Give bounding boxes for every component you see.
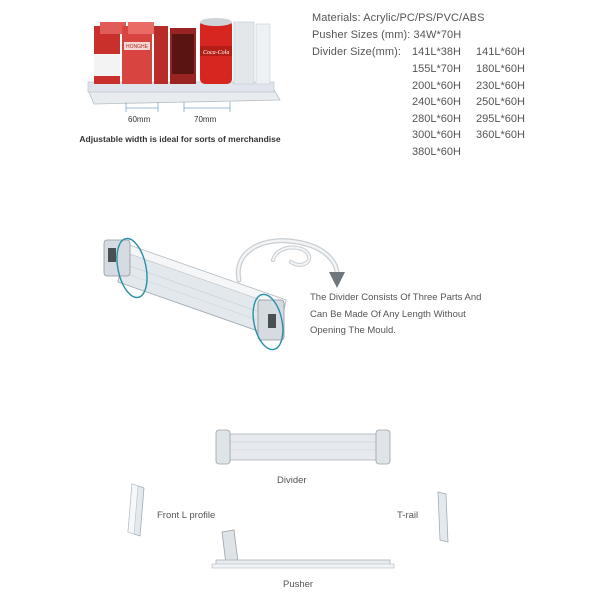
divider-size: 300L*60H [412,129,461,141]
part-label-t-rail: T-rail [397,510,419,521]
coke-cans [200,18,270,84]
divider-size: 295L*60H [476,113,525,125]
can-label: Coca-Cola [203,50,230,56]
product-photo [84,12,284,112]
divider-size: 155L*70H [412,63,461,75]
right-end-cap [258,300,284,340]
cigarette-packs [94,22,196,84]
pusher-part-illustration [208,528,398,574]
materials-text: Materials: Acrylic/PC/PS/PVC/ABS [312,12,485,24]
divider-size: 230L*60H [476,80,525,92]
t-rail-illustration [428,490,458,544]
divider-size-label: Divider Size(mm): [312,46,402,58]
photo-caption: Adjustable width is ideal for sorts of merchandise [79,134,281,144]
divider-size: 180L*60H [476,63,525,75]
brand-label: HONGHE [126,44,148,50]
divider-part-illustration [210,424,395,468]
dimension-60mm: 60mm [128,115,151,124]
part-label-pusher: Pusher [283,579,314,590]
divider-size: 360L*60H [476,129,525,141]
part-label-front-l-profile: Front L profile [157,510,216,521]
divider-size: 200L*60H [412,80,461,92]
divider-size: 280L*60H [412,113,461,125]
divider-note-line3: Opening The Mould. [310,325,396,336]
divider-note-line2: Can Be Made Of Any Length Without [310,309,466,320]
divider-note-line1: The Divider Consists Of Three Parts And [310,292,482,303]
dimension-70mm: 70mm [194,115,217,124]
divider-size: 141L*38H [412,46,461,58]
part-label-divider: Divider [277,475,307,486]
front-l-profile-illustration [118,482,156,540]
divider-size: 240L*60H [412,96,461,108]
divider-size: 380L*60H [412,146,461,158]
divider-size: 250L*60H [476,96,525,108]
divider-size: 141L*60H [476,46,525,58]
curl-arrow-icon [225,232,355,292]
pusher-sizes-text: Pusher Sizes (mm): 34W*70H [312,29,462,41]
